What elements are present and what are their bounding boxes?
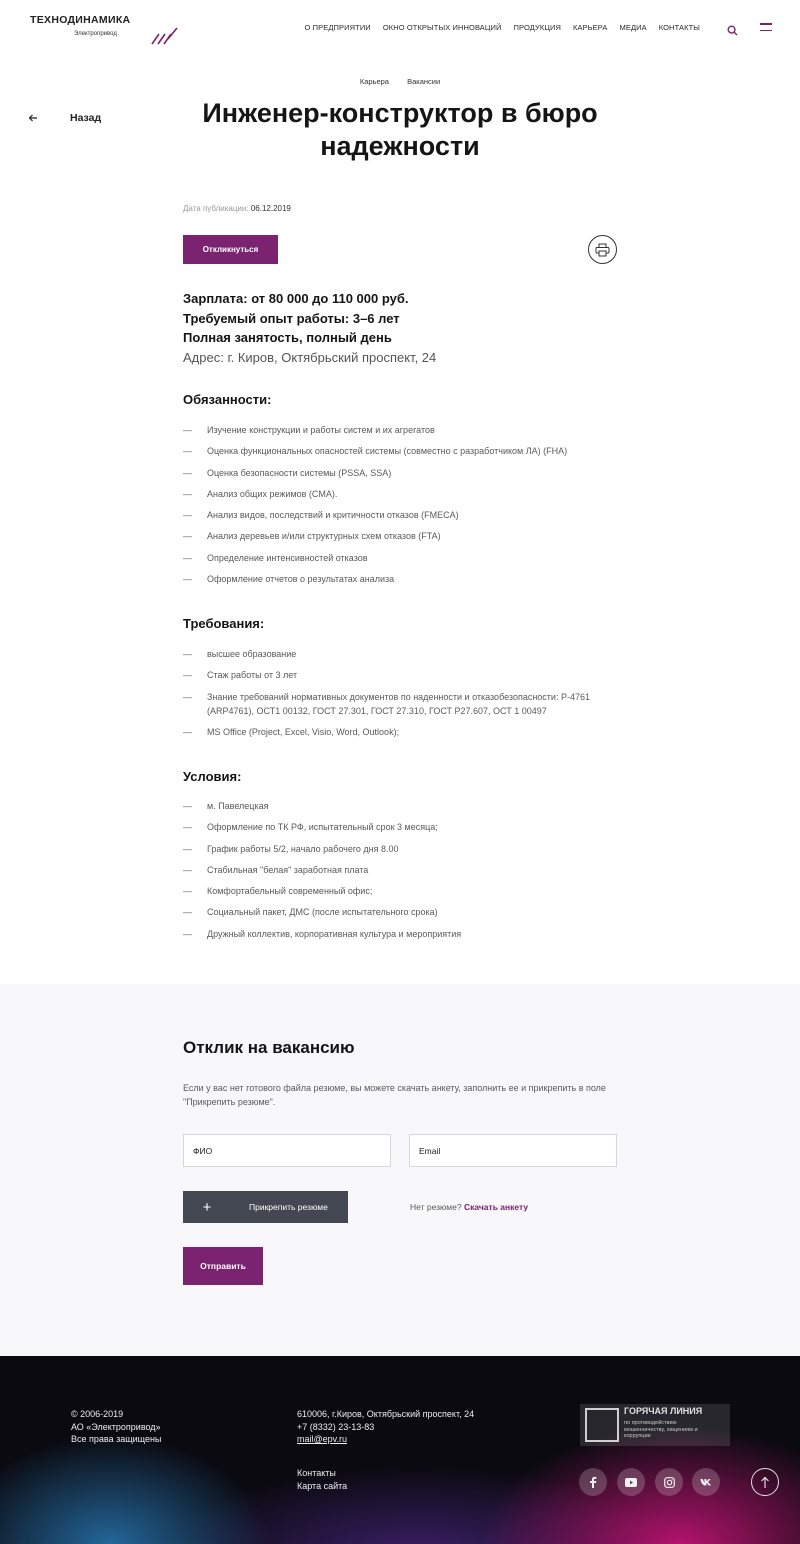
duties-title: Обязанности: xyxy=(183,392,272,407)
list-item: — Социальный пакет, ДМС (после испытательного срока) xyxy=(183,905,623,919)
rights: Все права защищены xyxy=(71,1434,162,1444)
list-item: — График работы 5/2, начало рабочего дня 8.00 xyxy=(183,842,623,856)
page-title: Инженер-конструктор в бюро надежности xyxy=(202,98,598,161)
breadcrumb-career[interactable]: Карьера xyxy=(359,77,389,86)
list-item: — MS Office (Project, Excel, Visio, Word, Outlook); xyxy=(183,725,623,739)
footer-email[interactable]: mail@epv.ru xyxy=(297,1434,347,1444)
conditions-list xyxy=(183,799,623,948)
list-item: — Стаж работы от 3 лет xyxy=(183,668,623,682)
footer-address: 610006, г.Киров, Октябрьский проспект, 24 xyxy=(297,1409,475,1419)
conditions-title: Условия: xyxy=(183,769,242,784)
nav-item-career[interactable]: КАРЬЕРА xyxy=(572,23,608,32)
back-label: Назад xyxy=(70,112,102,124)
salary: Зарплата: от 80 000 до 110 000 руб. xyxy=(183,291,409,306)
site-header xyxy=(0,0,800,56)
arrow-up-icon xyxy=(760,1476,770,1489)
menu-line xyxy=(760,23,772,25)
facebook-icon[interactable] xyxy=(579,1468,607,1496)
main-nav xyxy=(305,23,700,32)
pubdate-value: 06.12.2019 xyxy=(250,204,291,213)
download-form-link[interactable]: Скачать анкету xyxy=(463,1202,529,1212)
hotline-banner[interactable] xyxy=(580,1404,730,1446)
instagram-icon[interactable] xyxy=(655,1468,683,1496)
email-input[interactable] xyxy=(409,1134,617,1167)
fio-input[interactable] xyxy=(183,1134,391,1167)
search-icon[interactable] xyxy=(727,23,738,34)
plus-icon: + xyxy=(202,1198,212,1216)
menu-icon[interactable] xyxy=(760,23,772,33)
youtube-icon[interactable] xyxy=(617,1468,645,1496)
footer-copyright xyxy=(71,1408,161,1446)
pubdate-label: Дата публикации: xyxy=(183,204,249,213)
site-footer xyxy=(0,1356,800,1544)
employment: Полная занятость, полный день xyxy=(183,330,392,345)
response-form-section xyxy=(0,984,800,1356)
list-item: — м. Павелецкая xyxy=(183,799,623,813)
requirements-title: Требования: xyxy=(183,616,265,631)
form-description: Если у вас нет готового файла резюме, вы можете скачать анкету, заполнить ее и прикрепить в поле "Прикрепить резюме". xyxy=(183,1083,606,1107)
list-item: — Оформление по ТК РФ, испытательный срок 3 месяца; xyxy=(183,820,623,834)
copyright: © 2006-2019 xyxy=(71,1409,124,1419)
list-item: — Дружный коллектив, корпоративная культура и мероприятия xyxy=(183,927,623,941)
list-item: — Оформление отчетов о результатах анализа xyxy=(183,572,623,586)
breadcrumb-vacancies[interactable]: Вакансии xyxy=(407,77,441,86)
duties-list xyxy=(183,423,623,593)
logo[interactable] xyxy=(30,14,131,37)
menu-line xyxy=(760,30,772,32)
print-icon[interactable] xyxy=(588,235,617,264)
hotline-logo-icon xyxy=(585,1408,619,1442)
vk-icon[interactable] xyxy=(692,1468,720,1496)
nav-item-products[interactable]: ПРОДУКЦИЯ xyxy=(513,23,561,32)
list-item: — высшее образование xyxy=(183,647,623,661)
no-resume-text xyxy=(410,1202,528,1212)
list-item: — Определение интенсивностей отказов xyxy=(183,551,623,565)
requirements-list xyxy=(183,647,623,746)
no-resume-label: Нет резюме? xyxy=(410,1202,462,1212)
nav-item-contacts[interactable]: КОНТАКТЫ xyxy=(658,23,700,32)
address: Адрес: г. Киров, Октябрьский проспект, 24 xyxy=(183,349,437,365)
hotline-subtitle: по противодействию мошенничеству, хищениям и коррупции xyxy=(624,1420,698,1439)
nav-item-media[interactable]: МЕДИА xyxy=(619,23,647,32)
footer-sitemap-link[interactable]: Карта сайта xyxy=(297,1480,348,1491)
list-item: — Анализ видов, последствий и критичности отказов (FMECA) xyxy=(183,508,623,522)
list-item: — Изучение конструкции и работы систем и их агрегатов xyxy=(183,423,623,437)
list-item: — Знание требований нормативных документов по наденности и отказобезопасности: Р-4761 (ARP4761), ОСТ1 00132, ГОСТ 27.301, ГОСТ 27.310, ГОСТ Р27.607, ОСТ 1 00497 xyxy=(183,690,623,718)
list-item: — Стабильная "белая" заработная плата xyxy=(183,863,623,877)
experience: Требуемый опыт работы: 3–6 лет xyxy=(183,310,400,326)
list-item: — Анализ общих режимов (CMA). xyxy=(183,487,623,501)
publication-date xyxy=(183,204,623,213)
logo-subtitle: Электропривод xyxy=(74,31,117,37)
logo-mark-icon xyxy=(150,27,178,45)
vacancy-summary xyxy=(183,289,623,367)
footer-contacts-block xyxy=(297,1408,474,1446)
breadcrumb xyxy=(0,77,800,86)
hotline-title: ГОРЯЧАЯ ЛИНИЯ xyxy=(624,1406,703,1416)
footer-phone[interactable]: +7 (8332) 23-13-83 xyxy=(297,1421,375,1432)
footer-links xyxy=(297,1467,347,1492)
scroll-to-top-button[interactable] xyxy=(751,1468,779,1496)
list-item: — Оценка функциональных опасностей системы (совместно с разработчиком ЛА) (FHA) xyxy=(183,444,623,458)
back-link[interactable] xyxy=(28,112,101,124)
attach-resume-label: Прикрепить резюме xyxy=(249,1202,328,1212)
respond-button[interactable]: Откликнуться xyxy=(183,235,278,264)
company-name: АО «Электропривод» xyxy=(71,1421,161,1432)
list-item: — Комфортабельный современный офис; xyxy=(183,884,623,898)
form-title: Отклик на вакансию xyxy=(183,1038,355,1057)
arrow-left-icon xyxy=(28,113,38,123)
nav-item-innovations[interactable]: ОКНО ОТКРЫТЫХ ИННОВАЦИЙ xyxy=(382,23,502,32)
list-item: — Оценка безопасности системы (PSSA, SSA) xyxy=(183,466,623,480)
list-item: — Анализ деревьев и/или структурных схем отказов (FTA) xyxy=(183,529,623,543)
logo-name: ТЕХНОДИНАМИКА xyxy=(30,14,131,26)
footer-contacts-link[interactable]: Контакты xyxy=(297,1468,336,1478)
submit-button[interactable]: Отправить xyxy=(183,1247,263,1285)
attach-resume-button[interactable] xyxy=(183,1191,348,1223)
nav-item-about[interactable]: О ПРЕДПРИЯТИИ xyxy=(304,23,371,32)
